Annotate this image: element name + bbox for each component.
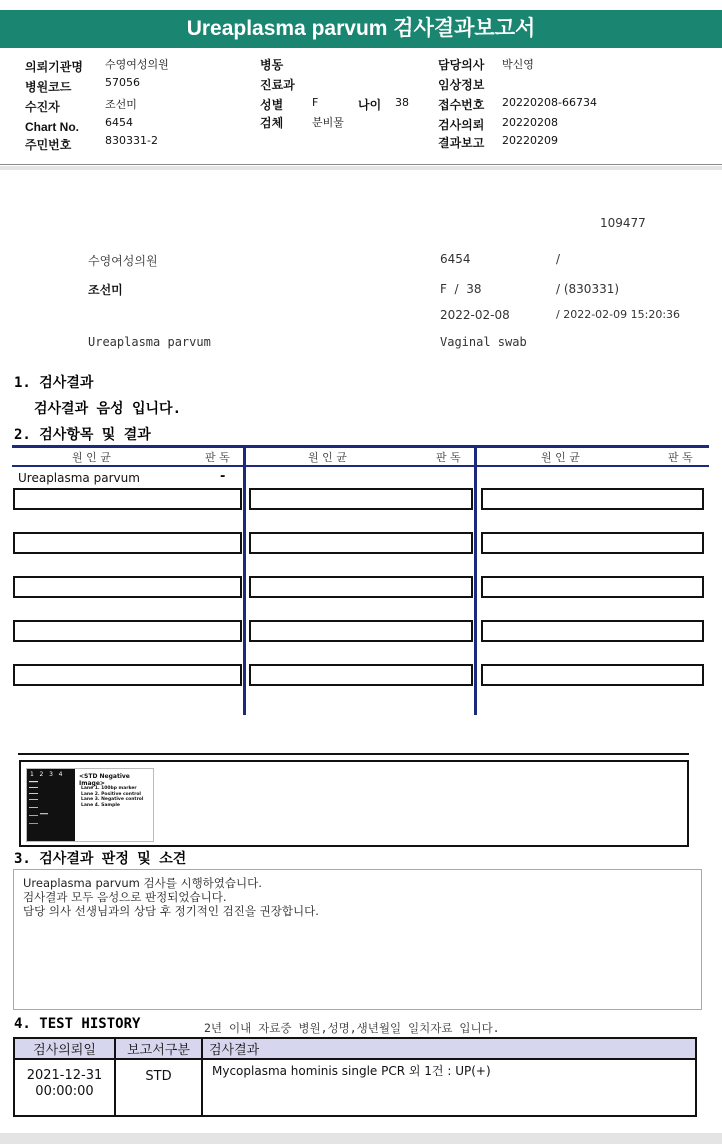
value-hospital-code: 57056 bbox=[105, 76, 140, 89]
section-1-title: 1. 검사결과 bbox=[14, 375, 94, 391]
label-clinical-info: 임상정보 bbox=[438, 78, 485, 92]
col-pathogen-1: 원 인 균 bbox=[72, 451, 111, 464]
opinion-box bbox=[13, 869, 702, 1010]
result-box bbox=[249, 620, 473, 642]
patient-specimen: Vaginal swab bbox=[440, 335, 527, 349]
gel-legend-item: Lane 2. Positive control bbox=[81, 791, 141, 797]
value-test-requested: 20220208 bbox=[502, 116, 558, 129]
header-col-2 bbox=[260, 56, 430, 156]
grid-top-line bbox=[12, 445, 709, 448]
result-box bbox=[13, 620, 242, 642]
opinion-line: Ureaplasma parvum 검사를 시행하였습니다. bbox=[23, 876, 262, 890]
value-sex: F bbox=[312, 96, 319, 109]
result-box bbox=[481, 532, 704, 554]
gel-legend bbox=[81, 786, 143, 808]
col-pathogen-3: 원 인 균 bbox=[541, 451, 580, 464]
history-header-row bbox=[14, 1038, 696, 1059]
label-requesting-institution: 의뢰기관명 bbox=[25, 60, 83, 74]
label-physician: 담당의사 bbox=[438, 58, 485, 72]
value-physician: 박신영 bbox=[502, 58, 534, 71]
history-date: 2021-12-31 bbox=[26, 1068, 103, 1083]
col-pathogen-2: 원 인 균 bbox=[308, 451, 347, 464]
section-1-result: 검사결과 음성 입니다. bbox=[34, 401, 182, 417]
col-judgement-2: 판 독 bbox=[436, 451, 461, 464]
opinion-line: 담당 의사 선생님과의 상담 후 정기적인 검진을 권장합니다. bbox=[23, 904, 319, 918]
value-chart-no: 6454 bbox=[105, 116, 133, 129]
patient-date-received: 2022-02-08 bbox=[440, 308, 510, 322]
col-judgement-1: 판 독 bbox=[205, 451, 230, 464]
gel-image bbox=[26, 768, 154, 842]
label-age: 나이 bbox=[358, 98, 382, 112]
patient-date-reported: / 2022-02-09 15:20:36 bbox=[556, 308, 681, 321]
col-judgement-3: 판 독 bbox=[668, 451, 693, 464]
history-col-result: 검사결과 bbox=[202, 1038, 696, 1059]
grid-header-line bbox=[12, 465, 709, 467]
result-box bbox=[481, 488, 704, 510]
result-box bbox=[13, 488, 242, 510]
label-resident-no: 주민번호 bbox=[25, 138, 72, 152]
label-test-requested: 검사의뢰 bbox=[438, 118, 485, 132]
result-box bbox=[13, 532, 242, 554]
history-table bbox=[13, 1037, 697, 1117]
gel-legend-item: Lane 1. 100bp marker bbox=[81, 786, 137, 791]
value-patient: 조선미 bbox=[105, 98, 137, 111]
result-box bbox=[13, 576, 242, 598]
value-result-reported: 20220209 bbox=[502, 134, 558, 147]
grid-divider-1 bbox=[243, 445, 246, 715]
result-box bbox=[13, 664, 242, 686]
patient-sex-age: F / 38 bbox=[440, 282, 482, 296]
history-time: 00:00:00 bbox=[35, 1084, 94, 1099]
result-box bbox=[249, 664, 473, 686]
label-patient: 수진자 bbox=[25, 100, 60, 114]
gel-legend-item: Lane 3. Negative control bbox=[81, 797, 144, 802]
table-row bbox=[14, 1059, 696, 1116]
value-specimen: 분비물 bbox=[312, 116, 344, 129]
result-value: - bbox=[220, 469, 226, 484]
history-note: 2년 이내 자료중 병원,성명,생년월일 일치자료 입니다. bbox=[204, 1021, 500, 1035]
gel-legend-item: Lane 4. Sample bbox=[81, 802, 120, 808]
gel-caption-title: <STD Negative Image> bbox=[79, 773, 130, 787]
patient-name: 조선미 bbox=[88, 283, 123, 297]
result-box bbox=[249, 532, 473, 554]
value-receipt-no: 20220208-66734 bbox=[502, 96, 597, 109]
header-band bbox=[0, 166, 722, 170]
section-3-title: 3. 검사결과 판정 및 소견 bbox=[14, 851, 187, 867]
value-age: 38 bbox=[395, 96, 409, 109]
value-resident-no: 830331-2 bbox=[105, 134, 158, 147]
grid-divider-2 bbox=[474, 445, 477, 715]
label-specimen: 검체 bbox=[260, 116, 284, 130]
patient-hospital: 수영여성의원 bbox=[88, 254, 158, 268]
result-box bbox=[481, 576, 704, 598]
patient-birth: / (830331) bbox=[556, 282, 620, 296]
label-receipt-no: 접수번호 bbox=[438, 98, 485, 112]
report-title: Ureaplasma parvum 검사결과보고서 bbox=[0, 10, 722, 48]
gel-top-rule bbox=[18, 753, 689, 755]
label-ward: 병동 bbox=[260, 58, 284, 72]
history-col-date: 검사의뢰일 bbox=[14, 1038, 115, 1059]
gel-lane-numbers: 1 2 3 4 bbox=[30, 771, 63, 778]
label-sex: 성별 bbox=[260, 98, 284, 112]
header-col-1 bbox=[25, 56, 255, 152]
history-type: STD bbox=[115, 1059, 202, 1116]
result-box bbox=[481, 664, 704, 686]
label-result-reported: 결과보고 bbox=[438, 136, 485, 150]
patient-chart: 6454 bbox=[440, 252, 471, 266]
opinion-line: 검사결과 모두 음성으로 판정되었습니다. bbox=[23, 890, 227, 904]
result-box bbox=[249, 576, 473, 598]
history-date-cell bbox=[14, 1059, 115, 1116]
result-box bbox=[249, 488, 473, 510]
patient-chart-slash: / bbox=[556, 252, 561, 266]
label-hospital-code: 병원코드 bbox=[25, 80, 72, 94]
header-divider bbox=[0, 164, 722, 165]
footer-band bbox=[0, 1133, 722, 1144]
patient-test-name: Ureaplasma parvum bbox=[88, 335, 211, 349]
label-chart-no: Chart No. bbox=[25, 120, 79, 134]
report-number: 109477 bbox=[600, 216, 646, 230]
history-col-type: 보고서구분 bbox=[115, 1038, 202, 1059]
value-requesting-institution: 수영여성의원 bbox=[105, 58, 169, 71]
gel-electrophoresis-picture bbox=[27, 769, 75, 841]
result-pathogen: Ureaplasma parvum bbox=[18, 471, 140, 485]
result-box bbox=[481, 620, 704, 642]
section-2-title: 2. 검사항목 및 결과 bbox=[14, 427, 151, 443]
label-department: 진료과 bbox=[260, 78, 295, 92]
section-4-title: 4. TEST HISTORY bbox=[14, 1016, 141, 1032]
history-result: Mycoplasma hominis single PCR 외 1건 : UP(+) bbox=[202, 1059, 696, 1116]
header-col-3 bbox=[438, 56, 718, 156]
